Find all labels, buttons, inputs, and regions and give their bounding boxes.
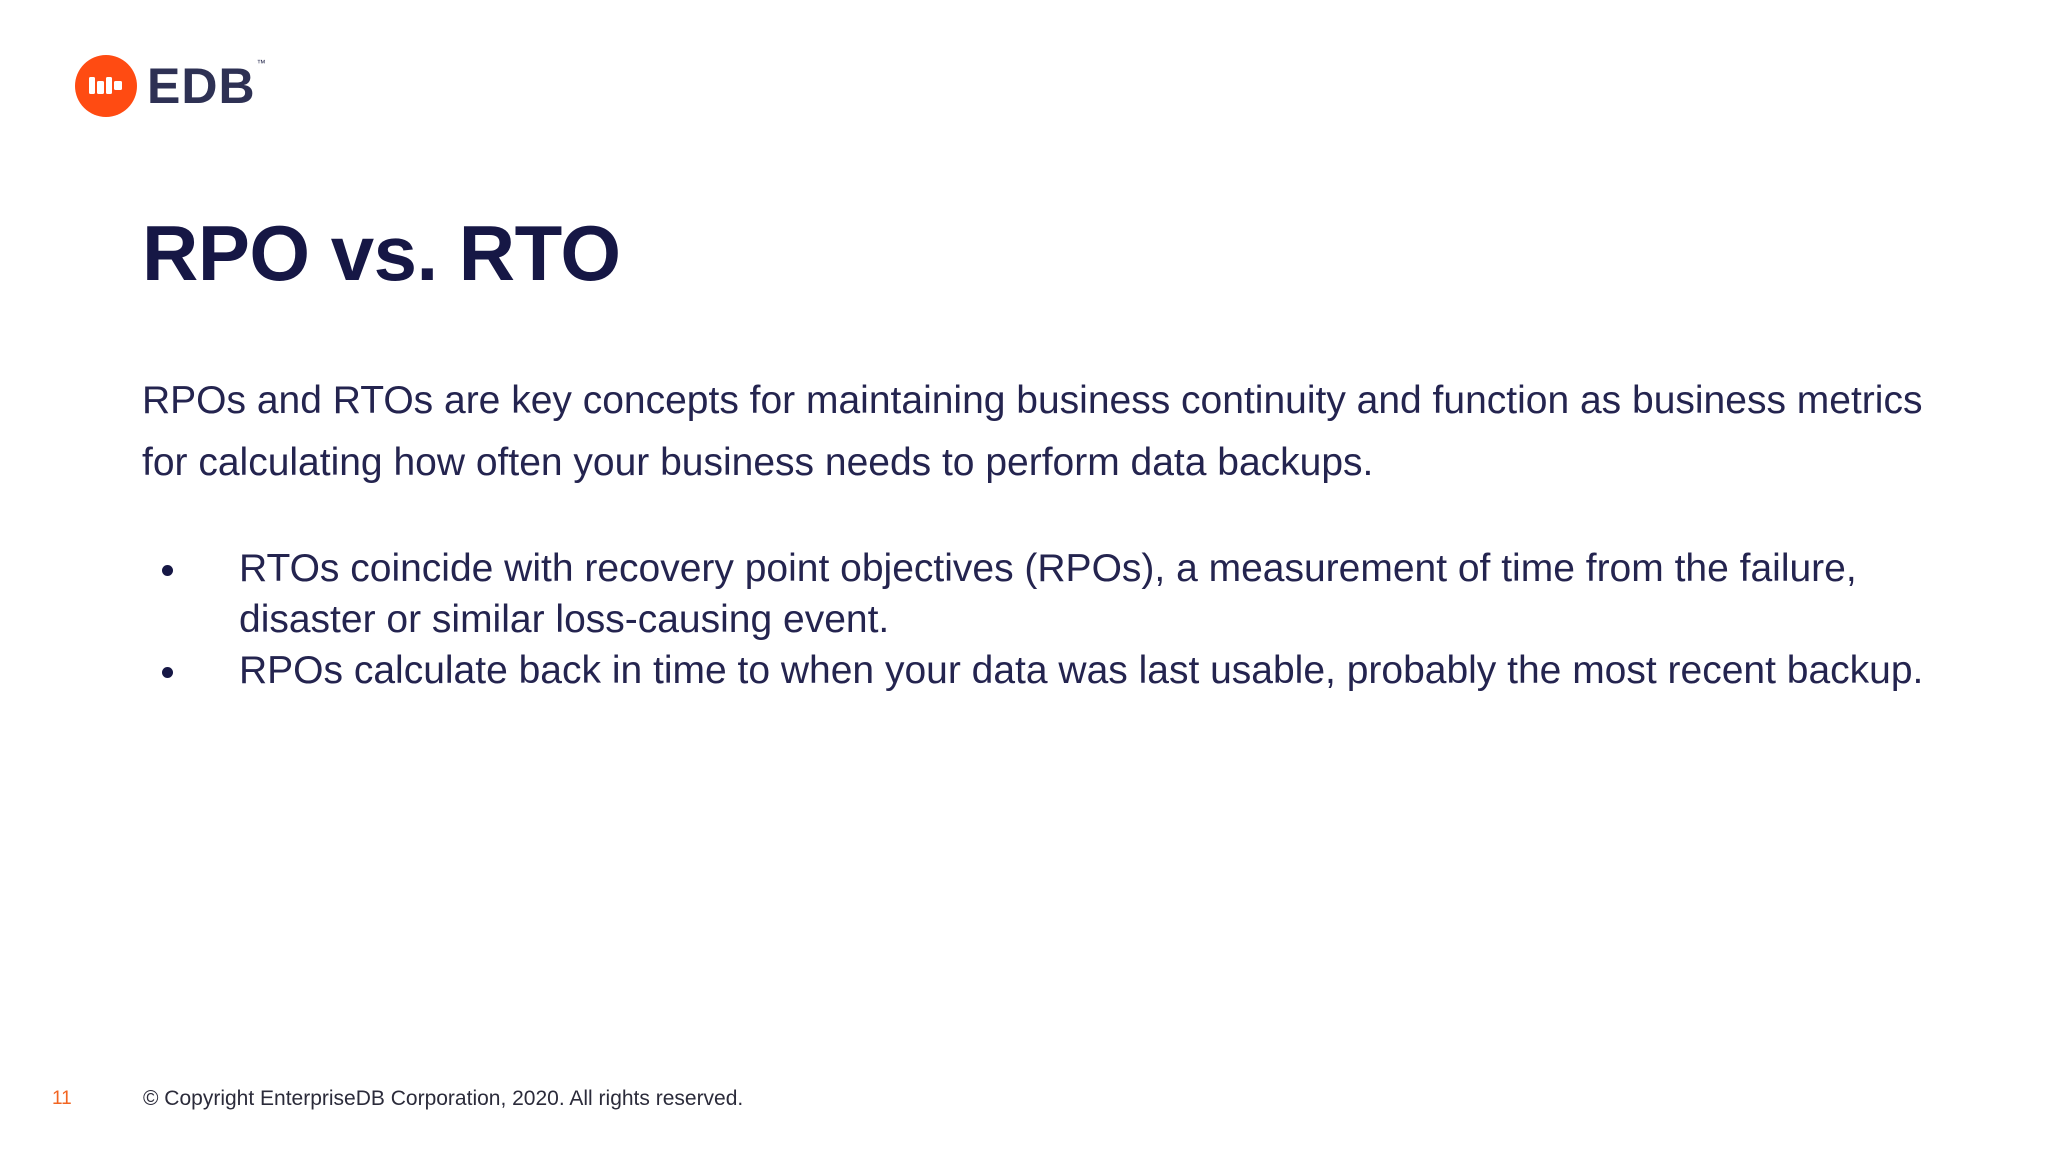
bullet-text: RPOs calculate back in time to when your data was last usable, probably the most recent backup.	[239, 649, 1924, 692]
edb-logo-glyph	[86, 71, 126, 101]
copyright-notice: © Copyright EnterpriseDB Corporation, 2020. All rights reserved.	[143, 1087, 744, 1110]
trademark-symbol: ™	[256, 58, 266, 68]
bullet-text: RTOs coincide with recovery point objectives (RPOs), a measurement of time from the failure, disaster or similar loss-causing event.	[239, 547, 1857, 641]
edb-logo-icon	[75, 55, 137, 117]
bullet-icon	[162, 565, 173, 576]
bullet-item	[160, 543, 1960, 645]
edb-wordmark-text: EDB	[147, 58, 256, 114]
bullet-icon	[162, 667, 173, 678]
page-number: 11	[52, 1088, 72, 1109]
slide-title: RPO vs. RTO	[142, 209, 621, 297]
bullet-item	[160, 645, 1960, 696]
intro-paragraph: RPOs and RTOs are key concepts for maintaining business continuity and function as business metrics for calculating how often your business needs to perform data backups.	[142, 379, 1923, 484]
bullet-list	[160, 543, 1960, 696]
edb-wordmark	[147, 58, 266, 114]
edb-logo	[75, 54, 266, 118]
